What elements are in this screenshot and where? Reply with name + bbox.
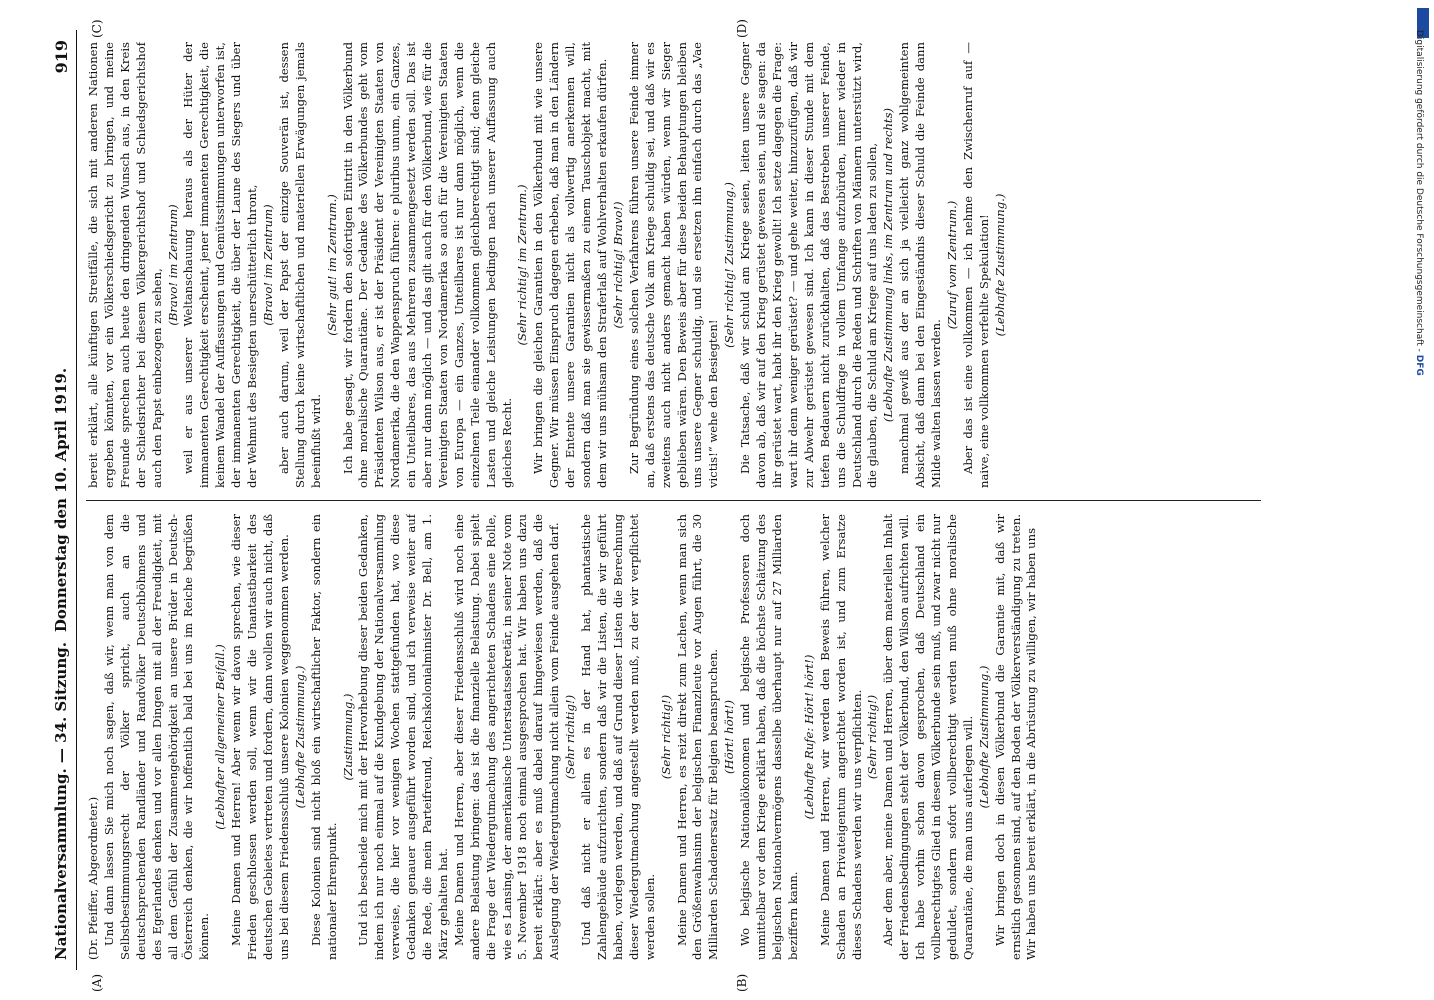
interjection: (Lebhafte Zustimmung.) [976, 665, 991, 809]
paragraph: Diese Kolonien sind nicht bloß ein wirtschaftlicher Faktor, sondern ein nationaler Ehrenpunkt. [308, 514, 339, 960]
interjection: (Sehr richtig!) [658, 694, 673, 780]
interjection: (Lebhafte Rufe: Hört! hört!) [801, 654, 816, 820]
paragraph: Und daß nicht er allein es in der Hand hat, phantastische Zahlengebäude aufzurichten, sondern daß wir die Listen, die wir geführt haben, vorlegen werden, und daß auf Grund dieser Listen die Berechnung dieser Wiedergutmachung angestellt werden muß, zu der wir verpflichtet werden sollen. [579, 514, 657, 960]
interjection: (Sehr richtig!) [563, 694, 578, 780]
page-header [52, 30, 77, 970]
paragraph: Aber dem aber, meine Damen und Herren, über dem materiellen Inhalt der Friedensbedingungen steht der Völkerbund, den Wilson aufrichten will. Ich habe vorhin schon davon gesprochen, daß Deutschland ein vollberechtigtes Glied in diesem Völkerbunde sein muß, und zwar nicht nur geduldet, sondern sofort vollberechtigt werden muß ohne moralische Quarantäne, die man uns auferlegen will. [881, 514, 975, 960]
paragraph: Aber das ist eine vollkommen — ich nehme den Zwischenruf auf — naive, eine vollkommen verfehlte Spekulation! [960, 42, 991, 488]
left-column [86, 514, 1261, 960]
paragraph: Meine Damen und Herren! Aber wenn wir davon sprechen, wie dieser Frieden geschlossen werden soll, wenn wir die Unantastbarkeit des deutschen Gebietes vertreten und fordern, dann wollen wir auch nicht, daß uns bei diesem Friedensschluß unsere Kolonien weggenommen werden. [229, 514, 291, 960]
right-column [86, 42, 1261, 488]
interjection: (Lebhafter allgemeiner Beifall.) [213, 644, 228, 830]
credit-text: Digitalisierung gefördert durch die Deutsche Forschungsgemeinschaft - [1414, 30, 1424, 352]
paragraph: Die Tatsache, daß wir schuld am Kriege seien, leiten unsere Gegner davon ab, daß wir auf den Krieg gerüstet gewesen seien, und sie sagen: da ihr gerüstet wart, habt ihr den Krieg gewollt! Ich setze dagegen die Frage: wart ihr denn weniger gerüstet? — und gehe weiter, hinzuzufügen, daß wir zur Abwehr gerüstet gewesen sind. Ich kann in dieser Stunde mit dem tiefen Bedauern nicht zurückhalten, daß das Bestreben unserer Feinde, uns die Schuldfrage in vollem Umfange aufzubürden, immer wieder in Deutschland durch die Reden und Schriften von Männern unterstützt wird, die glauben, die Schuld am Kriege auf uns laden zu sollen, [738, 42, 880, 488]
interjection: (Sehr richtig! Zustimmung.) [722, 182, 737, 348]
paragraph: Meine Damen und Herren, es reizt direkt zum Lachen, wenn man sich den Größenwahnsinn der belgischen Finanzleute vor Augen führt, die 30 Milliarden Schadenersatz für Belgien beanspruchen. [674, 514, 721, 960]
margin-marker-a: (A) [90, 973, 104, 992]
interjection: (Sehr richtig! Bravo!) [610, 201, 625, 329]
interjection: (Sehr richtig! im Zentrum.) [515, 184, 530, 346]
header-date: Donnerstag den 10. April 1919. [52, 367, 70, 633]
paragraph: Wir bringen doch in diesen Völkerbund die Garantie mit, daß wir ernstlich gesonnen sind, auf den Boden der Völkerverständigung zu treten. Wir haben uns bereit erklärt, in die Abrüstung zu willigen, wir haben uns [992, 514, 1039, 960]
paragraph: Wir bringen die gleichen Garantien in den Völkerbund mit wie unsere Gegner. Wir müssen Einspruch dagegen erheben, daß man in den Ländern der Entente unsere Garantien nicht als vollwertig anerkennen will, sondern daß man sie gewissermaßen zu einem Tauschobjekt macht, mit dem wir uns mühsam den Straferlaß auf Wohlverhalten erkaufen dürfen. [531, 42, 609, 488]
page-number: 919 [52, 40, 71, 74]
paragraph: weil er aus unserer Weltanschauung heraus als der Hüter der immanenten Gerechtigkeit erscheint, jener immanenten Gerechtigkeit, die keinem Wandel der Auffassungen und Gemütsstimmungen unterworfen ist, der immanenten Gerechtigkeit, die über der Laune des Siegers und über der Wehmut des Besiegten unerschütterlich thront, [181, 42, 260, 488]
interjection: (Lebhafte Zustimmung.) [292, 665, 307, 809]
margin-marker-d: (D) [735, 19, 749, 38]
paragraph: Meine Damen und Herren, aber dieser Friedensschluß wird noch eine andere Belastung bringen: das ist die finanzielle Belastung. Dabei spielt die Frage der Wiedergutmachung des angerichteten Schadens eine Rolle, wie es Lansing, der amerikanische Unterstaatssekretär, in seiner Note vom 5. November 1918 noch einmal ausgesprochen hat. Wir haben uns dazu bereit erklärt: aber es muß dabei darauf hingewiesen werden, daß die Auslegung der Wiedergutmachung nicht allein vom Feinde ausgehen darf. [451, 514, 562, 960]
paragraph: Ich habe gesagt, wir fordern den sofortigen Eintritt in den Völkerbund ohne moralische Quarantäne. Der Gedanke des Völkerbundes geht vom Präsidenten Wilson aus, er ist der Präsident der Vereinigten Staaten von Nordamerika, die den Wappenspruch führen: e pluribus unum, ein Ganzes, ein Unteilbares, das aus Mehreren zusammengesetzt werden soll. Das ist aber nur dann möglich — und das gilt auch für den Völkerbund, wie für die Vereinigten Staaten von Nordamerika so auch für die Vereinigten Staaten von Europa — ein Ganzes, Unteilbares ist nur dann möglich, wenn die einzelnen Teile einander vollkommen gleichberechtigt sind; denn gleiche Lasten und gleiche Leistungen bedingen nach unserer Auffassung auch gleiches Recht. [340, 42, 514, 488]
interjection: (Hört! hört!) [722, 700, 737, 774]
interjection: (Bravo! im Zentrum) [260, 204, 275, 326]
interjection: (Lebhafte Zustimmung.) [992, 193, 1007, 337]
interjection: (Sehr gut! im Zentrum.) [324, 194, 339, 336]
paragraph: Und dann lassen Sie mich noch sagen, daß wir, wenn man von dem Selbstbestimmungsrecht der Völker spricht, auch an die deutschsprechenden Randländer und Randvölker Deutschböhmens und des Egerlandes denken und vor allen Dingen mit all der Freudigkeit, mit all dem Gefühl der Zusammengehörigkeit an unsere Brüder in Deutsch-Österreich denken, die wir hoffentlich bald bei uns im Reiche begrüßen können. [101, 514, 212, 960]
margin-marker-c: (C) [90, 19, 104, 38]
paragraph: Wo belgische Nationalökonomen und belgische Professoren doch unmittelbar vor dem Kriege erklärt haben, daß die höchste Schätzung des belgischen Nationalvermögens dasselbe überhaupt nur auf 27 Milliarden beziffern kann. [738, 514, 800, 960]
interjection: (Lebhafte Zustimmung links, im Zentrum und rechts) [881, 107, 896, 423]
paragraph: bereit erklärt, alle künftigen Streitfälle, die sich mit anderen Nationen ergeben könnten, vor ein Völkerschiedsgericht zu bringen, und meine Freunde sprechen auch heute den dringenden Wunsch aus, in den Kreis der Schiedsrichter bei diesem Völkergerichtshof und Schiedsgerichtshof auch den Papst einbezogen zu sehen, [86, 42, 164, 488]
paragraph: Und ich bescheide mich mit der Hervorhebung dieser beiden Gedanken, indem ich nur noch einmal auf die Kundgebung der Nationalversammlung verweise, die hier vor wenigen Wochen stattgefunden hat, wo diese Gedanken genauer ausgeführt worden sind, und ich verweise weiter auf die Rede, die mein Parteifreund, Reichskolonialminister Dr. Bell, am 1. März gehalten hat. [356, 514, 450, 960]
column-divider [86, 500, 1261, 501]
interjection: (Bravo! im Zentrum) [165, 204, 180, 326]
paragraph: (Dr. Pfeiffer, Abgeordneter.) [86, 796, 100, 960]
interjection: (Zustimmung.) [340, 693, 355, 781]
credit-logo-text: DFG [1414, 354, 1424, 376]
interjection: (Zuruf vom Zentrum.) [944, 200, 959, 330]
paragraph: aber auch darum, weil der Papst der einzige Souverän ist, dessen Stellung durch keine wirtschaftlichen und materiellen Erwägungen jemals beeinflußt wird. [276, 42, 323, 488]
paragraph: Zur Begründung eines solchen Verfahrens führen unsere Feinde immer an, daß erstens das deutsche Volk am Kriege schuldig sei, und daß wir es zweitens auch nicht anders gemacht haben würden, wenn wir Sieger geblieben wären. Den Beweis aber für diese beiden Behauptungen bleiben uns unsere Gegner schuldig, und sie ersetzen ihn einfach durch das „Vae victis!“ wehe den Besiegten! [626, 42, 721, 488]
margin-marker-b: (B) [735, 973, 749, 992]
header-left: Nationalversammlung. — 34. Sitzung. [52, 642, 70, 960]
paragraph: Meine Damen und Herren, wir werden den Beweis führen, welcher Schaden an Privateigentum angerichtet worden ist, und zum Ersatze dieses Schadens werden wir uns verpflichten. [817, 514, 864, 960]
paragraph: manchmal gewiß aus der an sich ja vielleicht ganz wohlgemeinten Absicht, daß dann bei den Eingeständnis dieser Schuld die Feinde dann Milde walten lassen werden. [897, 42, 944, 488]
digitization-credit [1414, 30, 1424, 376]
interjection: (Sehr richtig!) [865, 694, 880, 780]
